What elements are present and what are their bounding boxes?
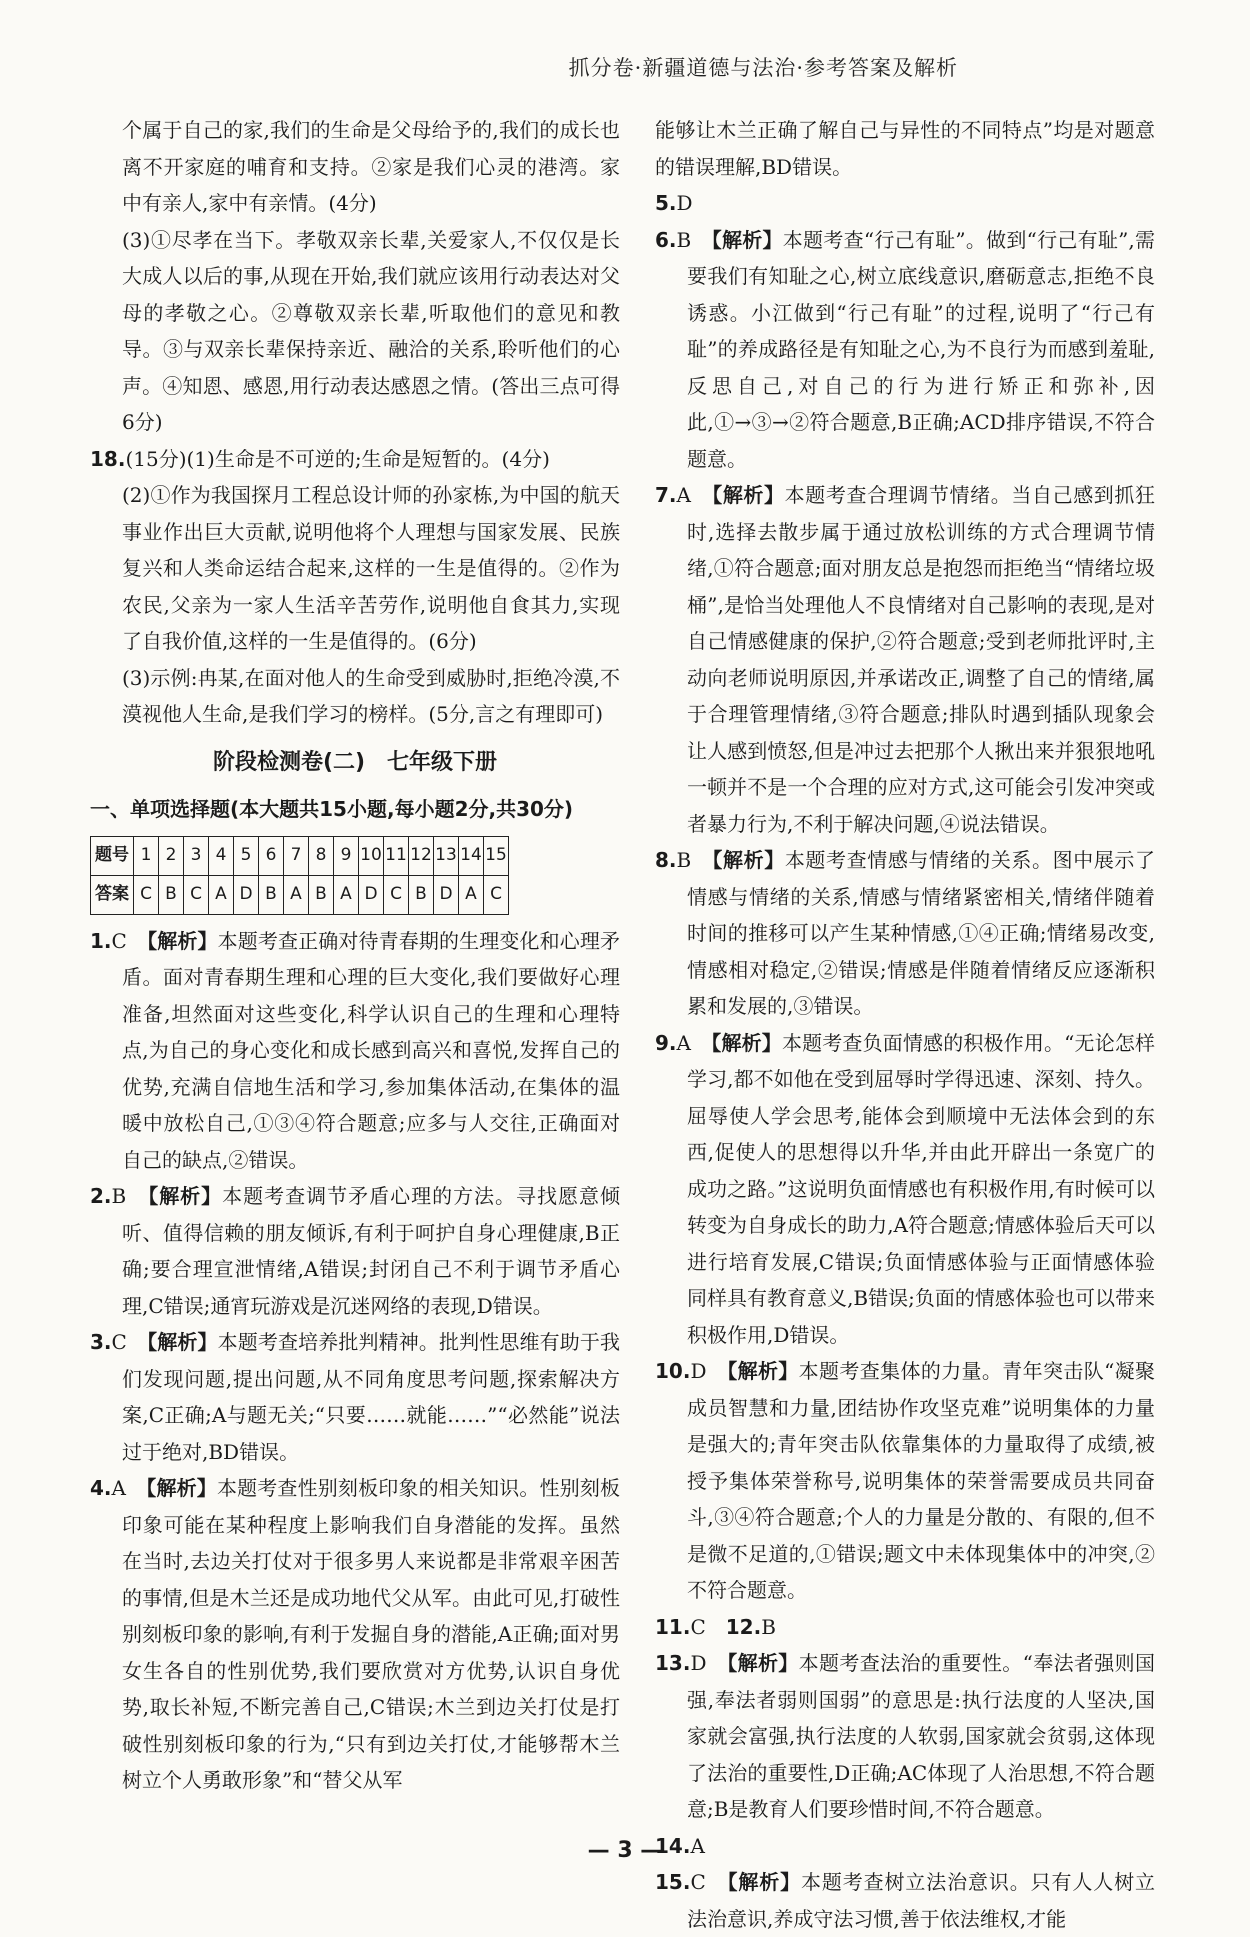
- answer-letter: A: [676, 1030, 691, 1055]
- table-cell: 14: [459, 836, 484, 875]
- analysis-tag: 【解析】: [711, 1030, 782, 1055]
- question-number: 8.: [655, 848, 677, 872]
- table-cell: D: [234, 875, 259, 914]
- table-cell: C: [484, 875, 509, 914]
- section-title: 阶段检测卷(二) 七年级下册: [212, 749, 498, 775]
- analysis-text: 本题考查性别刻板印象的相关知识。性别刻板印象可能在某种程度上影响我们自身潜能的发挥。虽然在当时,去边关打仗对于很多男人来说都是非常艰辛困苦的事情,但是木兰还是成功地代父从军。由此可见,打破性别刻板印象的影响,有利于发掘自身的潜能,A正确;面对男女生各自的性别优势,我们要欣赏对方优势,认识自身优势,取长补短,不断完善自己,C错误;木兰到边关打仗是打破性别刻板印象的行为,“只有到边关打仗,才能够帮木兰树立个人勇敢形象”和“替父从军: [122, 1476, 621, 1792]
- question-number: 14.: [655, 1833, 691, 1858]
- table-cell: 13: [434, 836, 459, 875]
- table-cell: 11: [384, 836, 409, 875]
- paragraph: 个属于自己的家,我们的生命是父母给予的,我们的成长也离不开家庭的哺育和支持。②家是我们心灵的港湾。家中有亲人,家中有亲情。(4分): [122, 118, 620, 215]
- analysis-text: 本题考查集体的力量。青年突击队“凝聚成员智慧和力量,团结协作攻坚克难”说明集体的力量是强大的;青年突击队依靠集体的力量取得了成绩,被授予集体荣誉称号,说明集体的荣誉需要成员共同奋斗,③④符合题意;个人的力量是分散的、有限的,但不是微不足道的,①错误;题文中未体现集体中的冲突,②不符合题意。: [687, 1359, 1156, 1602]
- analysis-text: 本题考查“行己有耻”。做到“行己有耻”,需要我们有知耻之心,树立底线意识,磨砺意志,拒绝不良诱惑。小江做到“行己有耻”的过程,说明了“行己有耻”的养成路径是有知耻之心,为不良行为而感到羞耻,反思自己,对自己的行为进行矫正和弥补,因此,①→③→②符合题意,B正确;ACD排序错误,不符合题意。: [687, 227, 1156, 471]
- question-number: 7.: [655, 483, 677, 507]
- table-head: 答案: [91, 875, 134, 914]
- analysis-tag: 【解析】: [146, 1476, 217, 1500]
- table-cell: A: [284, 875, 309, 914]
- analysis-text: 本题考查合理调节情绪。当自己感到抓狂时,选择去散步属于通过放松训练的方式合理调节情绪,①符合题意;面对朋友总是抱怨而拒绝当“情绪垃圾桶”,是恰当处理他人不良情绪对自己影响的表现,是对自己情感健康的保护,②符合题意;受到老师批评时,主动向老师说明原因,并承诺改正,调整了自己的情绪,属于合理管理情绪,③符合题意;排队时遇到插队现象会让人感到愤怒,但是冲过去把那个人揪出来并狠狠地吼一顿并不是一个合理的应对方式,这可能会引发冲突或者暴力行为,不利于解决问题,④说法错误。: [687, 483, 1156, 836]
- answer-item: [90, 1470, 620, 1799]
- answer-letter: D: [676, 191, 693, 215]
- analysis-tag: 【解析】: [712, 848, 785, 872]
- answer-item: [90, 1324, 620, 1470]
- table-cell: B: [159, 875, 184, 914]
- analysis-tag: 【解析】: [727, 1651, 799, 1675]
- analysis-text: 本题考查负面情感的积极作用。“无论怎样学习,都不如他在受到屈辱时学得迅速、深刻、持久。屈辱使人学会思考,能体会到顺境中无法体会到的东西,促使人的思想得以升华,并由此开辟出一条宽广的成功之路。”这说明负面情感也有积极作用,有时候可以转变为自身成长的助力,A符合题意;情感体验后天可以进行培育发展,C错误;负面情感体验与正面情感体验同样具有教育意义,B错误;负面的情感体验也可以带来积极作用,D错误。: [687, 1030, 1156, 1347]
- answer-letter: A: [676, 483, 691, 507]
- table-cell: 5: [234, 836, 259, 875]
- table-cell: 6: [259, 836, 284, 875]
- table-cell: 10: [359, 836, 384, 875]
- paragraph: (3)①尽孝在当下。孝敬双亲长辈,关爱家人,不仅仅是长大成人以后的事,从现在开始,我们就应该用行动表达对父母的孝敬之心。②尊敬双亲长辈,听取他们的意见和教导。③与双亲长辈保持亲近、融洽的关系,聆听他们的心声。④知恩、感恩,用行动表达感恩之情。(答出三点可得6分): [122, 227, 620, 434]
- answer-letter: C: [111, 1330, 127, 1354]
- answer-item: [655, 1645, 1155, 1828]
- question-number: 9.: [655, 1030, 677, 1055]
- question-number: 2.: [90, 1184, 112, 1208]
- answer-letter: B: [676, 227, 692, 252]
- answer-letter: C: [690, 1870, 706, 1894]
- analysis-text: 本题考查树立法治意识。只有人人树立法治意识,养成守法习惯,善于依法维权,才能: [687, 1870, 1155, 1931]
- table-cell: D: [359, 875, 384, 914]
- analysis-tag: 【解析】: [727, 1870, 801, 1894]
- analysis-tag: 【解析】: [148, 1184, 223, 1208]
- table-cell: 3: [184, 836, 209, 875]
- analysis-tag: 【解析】: [727, 1359, 799, 1383]
- answer-letter: A: [690, 1833, 705, 1858]
- answer-item: [655, 185, 1155, 222]
- answer-item: [655, 477, 1155, 842]
- answer-letter: B: [111, 1184, 127, 1208]
- question-number: 5.: [655, 191, 677, 215]
- answer-item: [90, 923, 620, 1179]
- question-number: 10.: [655, 1359, 691, 1383]
- question-number: 11.: [655, 1614, 691, 1639]
- table-cell: C: [384, 875, 409, 914]
- analysis-text: 本题考查法治的重要性。“奉法者强则国强,奉法者弱则国弱”的意思是:执行法度的人坚决,国家就会富强,执行法度的人软弱,国家就会贫弱,这体现了法治的重要性,D正确;AC体现了人治思想,不符合题意;B是教育人们要珍惜时间,不符合题意。: [687, 1651, 1156, 1821]
- answer-letter: D: [690, 1359, 707, 1383]
- table-cell: A: [334, 875, 359, 914]
- table-cell: 7: [284, 836, 309, 875]
- page-number: — 3 —: [587, 1838, 663, 1863]
- analysis-tag: 【解析】: [147, 928, 218, 953]
- analysis-tag: 【解析】: [712, 483, 785, 507]
- table-cell: C: [134, 875, 159, 914]
- table-cell: D: [434, 875, 459, 914]
- answer-letter: A: [111, 1476, 126, 1500]
- table-head: 题号: [91, 836, 134, 875]
- table-cell: A: [209, 875, 234, 914]
- question-number: 1.: [90, 928, 112, 953]
- analysis-text: 本题考查培养批判精神。批判性思维有助于我们发现问题,提出问题,从不同角度思考问题,探索解决方案,C正确;A与题无关;“只要……就能……”“必然能”说法过于绝对,BD错误。: [122, 1330, 621, 1464]
- table-cell: 8: [309, 836, 334, 875]
- question-number: 6.: [655, 227, 677, 252]
- page-header: 抓分卷·新疆道德与法治·参考答案及解析: [568, 56, 958, 80]
- table-cell: 15: [484, 836, 509, 875]
- question-number: 18.: [90, 446, 126, 471]
- part-title: 一、单项选择题(本大题共15小题,每小题2分,共30分): [90, 797, 574, 821]
- table-cell: B: [309, 875, 334, 914]
- analysis-tag: 【解析】: [711, 227, 783, 252]
- answer-table: [90, 836, 509, 915]
- answer-list: [655, 185, 1155, 1937]
- analysis-text: 本题考查正确对待青春期的生理变化和心理矛盾。面对青春期生理和心理的巨大变化,我们要做好心理准备,坦然面对这些变化,科学认识自己的生理和心理特点,为自己的身心变化和成长感到高兴和喜悦,发挥自己的优势,充满自信地生活和学习,参加集体活动,在集体的温暖中放松自己,①③④符合题意;应多与人交往,正确面对自己的缺点,②错误。: [122, 928, 621, 1172]
- table-cell: 9: [334, 836, 359, 875]
- analysis-text: 本题考查调节矛盾心理的方法。寻找愿意倾听、值得信赖的朋友倾诉,有利于呵护自身心理健康,B正确;要合理宣泄情绪,A错误;封闭自己不利于调节矛盾心理,C错误;通宵玩游戏是沉迷网络的表现,D错误。: [122, 1184, 621, 1318]
- answer-letter: D: [690, 1651, 707, 1675]
- question-number: 15.: [655, 1870, 691, 1894]
- answer-letter: C: [111, 928, 127, 953]
- answer-item: [90, 1178, 620, 1324]
- paragraph: 能够让木兰正确了解自己与异性的不同特点”均是对题意的错误理解,BD错误。: [655, 118, 1155, 179]
- answer-letter: C: [690, 1614, 706, 1639]
- table-cell: B: [409, 875, 434, 914]
- question-number: 13.: [655, 1651, 691, 1675]
- analysis-tag: 【解析】: [147, 1330, 218, 1354]
- question-18: [90, 441, 620, 478]
- answer-item: [655, 842, 1155, 1025]
- question-number: 4.: [90, 1476, 112, 1500]
- answer-text: (15分)(1)生命是不可逆的;生命是短暂的。(4分): [125, 446, 550, 471]
- answer-item: [655, 1025, 1155, 1354]
- answer-item: [655, 1609, 1155, 1646]
- question-number: 3.: [90, 1330, 112, 1354]
- question-number: 12.: [725, 1614, 762, 1639]
- paragraph: (2)①作为我国探月工程总设计师的孙家栋,为中国的航天事业作出巨大贡献,说明他将个人理想与国家发展、民族复兴和人类命运结合起来,这样的一生是值得的。②作为农民,父亲为一家人生活辛苦劳作,说明他自食其力,实现了自我价值,这样的一生是值得的。(6分): [122, 483, 620, 653]
- paragraph: (3)示例:冉某,在面对他人的生命受到威胁时,拒绝冷漠,不漠视他人生命,是我们学习的榜样。(5分,言之有理即可): [122, 665, 620, 726]
- table-cell: B: [259, 875, 284, 914]
- table-cell: 4: [209, 836, 234, 875]
- left-column: [90, 112, 620, 1799]
- analysis-text: 本题考查情感与情绪的关系。图中展示了情感与情绪的关系,情感与情绪紧密相关,情绪伴随着时间的推移可以产生某种情感,①④正确;情绪易改变,情感相对稳定,②错误;情感是伴随着情绪反应逐渐积累和发展的,③错误。: [687, 848, 1156, 1018]
- answer-item: [655, 1353, 1155, 1609]
- table-cell: A: [459, 875, 484, 914]
- answer-list: [90, 923, 620, 1799]
- table-cell: 1: [134, 836, 159, 875]
- answer-item: [655, 222, 1155, 478]
- answer-item: [655, 1864, 1155, 1937]
- answer-letter: B: [761, 1614, 776, 1639]
- table-cell: 12: [409, 836, 434, 875]
- table-cell: 2: [159, 836, 184, 875]
- table-cell: C: [184, 875, 209, 914]
- answer-letter: B: [676, 848, 692, 872]
- right-column: [655, 112, 1155, 1937]
